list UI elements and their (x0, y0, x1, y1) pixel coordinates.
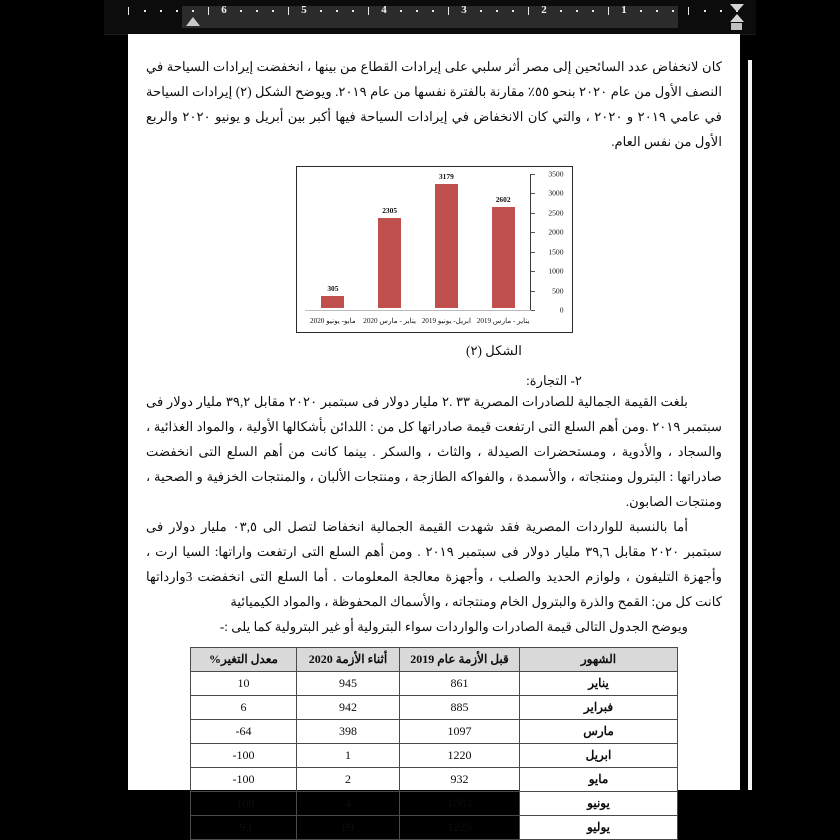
cell-during-crisis: 945 (297, 672, 400, 696)
ruler-tick (448, 7, 449, 15)
ruler-tick (512, 10, 514, 12)
hanging-indent-marker-icon[interactable] (730, 14, 744, 22)
table-header-row (191, 648, 678, 672)
chart-bar-value-label: 2305 (382, 206, 398, 216)
chart-bar-value-label: 2602 (495, 194, 511, 204)
ruler-tick (720, 10, 722, 12)
first-line-indent-marker-icon[interactable] (730, 4, 744, 12)
ruler-tick (656, 10, 658, 12)
chart-category-label: مايو- يونيو 2020 (310, 317, 356, 325)
chart-category-label: يناير - مارس 2020 (363, 317, 417, 325)
chart-bar (378, 218, 401, 308)
figure-caption: الشكل (٢) (466, 343, 522, 358)
table-row (191, 720, 678, 744)
cell-month: يوليو (520, 816, 678, 840)
chart-bar (435, 184, 458, 308)
chart-y-tick-label: 3000 (548, 188, 564, 198)
ruler-tick (608, 7, 609, 15)
chart-y-tick-mark (531, 252, 535, 253)
right-indent-marker-icon[interactable] (731, 23, 742, 30)
ruler-tick (256, 10, 258, 12)
chart-y-tick-mark (531, 174, 535, 175)
chart-y-tick-mark (531, 310, 535, 311)
exports-imports-table (190, 647, 678, 840)
ruler-tick (176, 10, 178, 12)
cell-change-rate: 100- (191, 768, 297, 792)
ruler-tick (640, 10, 642, 12)
ruler-tick (144, 10, 146, 12)
cell-before-crisis: 1097 (400, 720, 520, 744)
ruler-tick (496, 10, 498, 12)
chart-bar (321, 296, 344, 308)
ruler-number: 4 (381, 4, 387, 16)
cell-during-crisis: 89 (297, 816, 400, 840)
chart-y-tick-label: 0 (559, 305, 564, 315)
chart-y-tick-label: 500 (552, 286, 564, 296)
paragraph-exports: بلغت القيمة الجمالية للصادرات المصرية ٣٣ .٢ مليار دولار فى سبتمبر ٢٠٢٠ مقابل ٣٩,٢ مليار دولار فى سبتمبر ٢٠١٩ .ومن أهم السلع التى ارتفعت قيمة صادراتها كل من : اللدائن بأشكالها اﻷولية ، والمواد الغذائية ، والسجاد ، واﻷدوية ، ومستحضرات الصيدلة ، والثاث ، والسكر . بينما كانت من أهم السلع التى انخفضت صادراتها : البترول ومنتجاته ، واﻷسمدة ، والفواكه الطازجة ، ومنتجات اﻷلبان ، والمنتجات الخزفية و الصحية ، ومنتجات الصابون. (146, 394, 723, 509)
table-row (191, 672, 678, 696)
table-row (191, 792, 678, 816)
cell-month: ابريل (520, 744, 678, 768)
ruler-number: 2 (541, 4, 547, 16)
table-row (191, 744, 678, 768)
ruler-tick (432, 10, 434, 12)
cell-during-crisis: 1 (297, 744, 400, 768)
ruler-tick (192, 10, 194, 12)
ruler-tick (704, 10, 706, 12)
tourism-revenue-bar-chart (296, 166, 573, 333)
cell-change-rate: 93- (191, 816, 297, 840)
chart-category-label: ابريل- يونيو 2019 (421, 317, 472, 325)
chart-y-tick-label: 2500 (548, 208, 564, 218)
cell-change-rate: 10 (191, 672, 297, 696)
vertical-scrollbar[interactable] (748, 60, 752, 790)
ruler-tick (688, 7, 689, 15)
cell-change-rate: 6 (191, 696, 297, 720)
ruler-number: 6 (221, 4, 227, 16)
cell-before-crisis: 1220 (400, 744, 520, 768)
ruler-tick (528, 7, 529, 15)
table-row (191, 696, 678, 720)
cell-before-crisis: 861 (400, 672, 520, 696)
cell-before-crisis: 885 (400, 696, 520, 720)
chart-y-tick-label: 1500 (548, 247, 564, 257)
ruler-tick (336, 10, 338, 12)
chart-plot-area (305, 174, 530, 308)
ruler-tick (272, 10, 274, 12)
ruler-tick (240, 10, 242, 12)
chart-y-tick-label: 2000 (548, 227, 564, 237)
chart-y-tick-mark (531, 232, 535, 233)
cell-during-crisis: 942 (297, 696, 400, 720)
chart-x-axis (305, 310, 531, 311)
cell-before-crisis: 1083 (400, 792, 520, 816)
section-heading-trade: ٢- التجارة: (526, 373, 582, 388)
cell-before-crisis: 1225 (400, 816, 520, 840)
ruler-tick (288, 7, 289, 15)
cell-month: يونيو (520, 792, 678, 816)
chart-y-tick-mark (531, 193, 535, 194)
chart-bar-value-label: 305 (327, 284, 339, 294)
ruler-number: 5 (301, 4, 307, 16)
ruler-number: 1 (621, 4, 627, 16)
cell-during-crisis: 2 (297, 768, 400, 792)
ruler-tick (208, 7, 209, 15)
ruler-tick (480, 10, 482, 12)
chart-y-tick-label: 1000 (548, 266, 564, 276)
ruler-tick (576, 10, 578, 12)
cell-month: مايو (520, 768, 678, 792)
document-ruler[interactable] (104, 0, 756, 35)
cell-change-rate: 100- (191, 744, 297, 768)
paragraph-tourism-revenue: كان لانخفاض عدد السائحين إلى مصر أثر سلبي على إيرادات القطاع من بينها ، انخفضت إيرادات السياحة في النصف الأول من عام ٢٠٢٠ بنحو ٥٥٪ مقارنة بالفترة نفسها من عام ٢٠١٩. ويوضح الشكل (٢) إيرادات السياحة في عامي ٢٠١٩ و ٢٠٢٠ ، والتي كان الانخفاض في إيرادات السياحة فيها أكبر بين أبريل و يونيو ٢٠٢٠ والربع الأول من نفس العام. (146, 59, 722, 149)
ruler-tick (400, 10, 402, 12)
cell-before-crisis: 932 (400, 768, 520, 792)
figure-container (146, 166, 722, 333)
cell-month: يناير (520, 672, 678, 696)
column-header-before-crisis: قبل الأزمة عام 2019 (400, 648, 520, 672)
cell-during-crisis: 4 (297, 792, 400, 816)
chart-y-tick-label: 3500 (548, 169, 564, 179)
ruler-tick (128, 7, 129, 15)
paragraph-imports: أما بالنسبة للواردات المصرية فقد شهدت القيمة الجمالية انخفاضا لتصل الى ٠٣,٥ مليار دولار فى سبتمبر ٢٠٢٠ مقابل ٣٩,٦ مليار دولار فى سبتمبر ٢٠١٩ . ومن أهم السلع التى ارتفعت واراتها: السيا ارت ، وأجهزة التليفون ، ولوازم الحديد والصلب ، وأجهزة معالجة المعلومات . أما السلع التى انخفضت 3وارداتها كانت كل من: القمح والذرة والبترول الخام ومنتجاته ، واﻷسماك المحفوظة ، والمواد الكيميائية (146, 519, 722, 609)
cell-month: فبراير (520, 696, 678, 720)
document-page (128, 34, 740, 834)
column-header-change-rate: معدل التغير% (191, 648, 297, 672)
cell-change-rate: 64- (191, 720, 297, 744)
table-row (191, 768, 678, 792)
table-body (191, 672, 678, 840)
ruler-tick (416, 10, 418, 12)
cell-during-crisis: 398 (297, 720, 400, 744)
paragraph-table-intro: ويوضح الجدول التالى قيمة الصادرات والواردات سواء البترولية أو غير البترولية كما يلى :- (219, 619, 688, 634)
ruler-tick (592, 10, 594, 12)
left-indent-marker-icon[interactable] (186, 17, 200, 26)
chart-bar-value-label: 3179 (438, 172, 454, 182)
ruler-tick (560, 10, 562, 12)
chart-y-tick-mark (531, 271, 535, 272)
ruler-tick (352, 10, 354, 12)
column-header-during-crisis: أثناء الأزمة 2020 (297, 648, 400, 672)
table-row (191, 816, 678, 840)
column-header-month: الشهور (520, 648, 678, 672)
chart-category-label: يناير - مارس 2019 (476, 317, 530, 325)
ruler-tick (368, 7, 369, 15)
chart-y-tick-mark (531, 213, 535, 214)
ruler-tick (320, 10, 322, 12)
cell-month: مارس (520, 720, 678, 744)
ruler-number: 3 (461, 4, 467, 16)
cell-change-rate: 100- (191, 792, 297, 816)
chart-y-tick-mark (531, 291, 535, 292)
chart-bar (492, 207, 515, 308)
ruler-tick (160, 10, 162, 12)
ruler-tick (672, 10, 674, 12)
